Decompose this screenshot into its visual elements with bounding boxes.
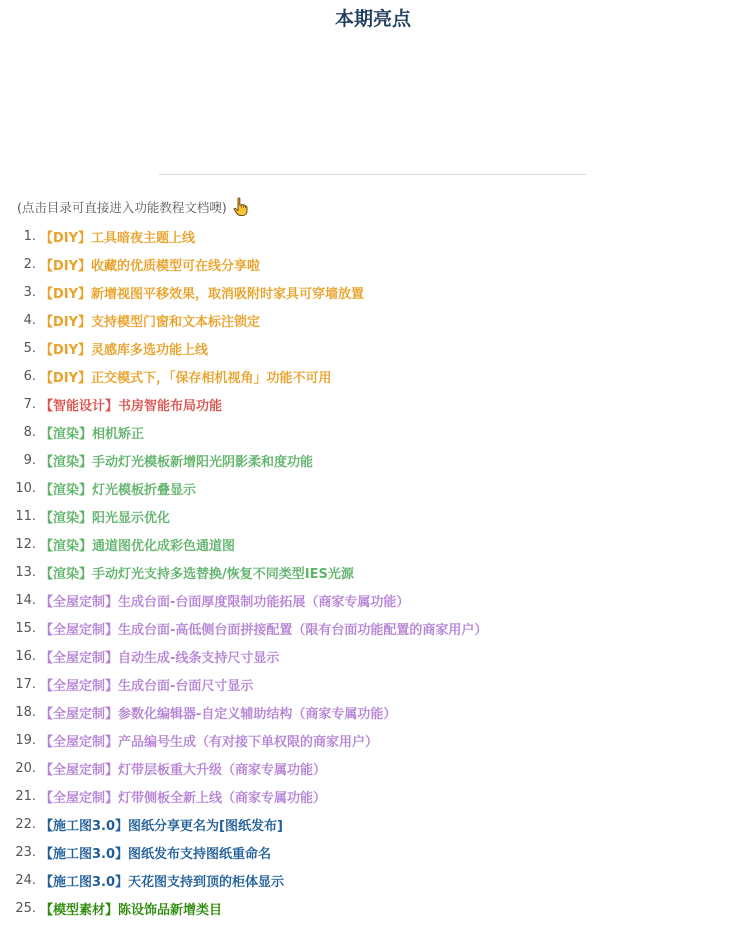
- toc-item-link[interactable]: 【DIY】支持模型门窗和文本标注锁定: [40, 314, 261, 330]
- toc-hint: [17, 196, 248, 218]
- toc-item-link[interactable]: 【全屋定制】生成台面-台面厚度限制功能拓展（商家专属功能）: [40, 594, 410, 610]
- toc-item-link[interactable]: 【渲染】手动灯光支持多选替换/恢复不同类型IES光源: [40, 566, 354, 582]
- toc-item: [0, 726, 487, 754]
- toc-item-link[interactable]: 【渲染】通道图优化成彩色通道图: [40, 538, 236, 554]
- toc-item-number: 14.: [15, 592, 36, 608]
- pointing-hand-icon: [233, 197, 248, 217]
- toc-item-number: 7.: [23, 396, 36, 412]
- toc-item-number: 5.: [23, 340, 36, 356]
- toc-item-link[interactable]: 【施工图3.0】天花图支持到顶的柜体显示: [40, 874, 285, 890]
- toc-item-link[interactable]: 【DIY】灵感库多选功能上线: [40, 342, 209, 358]
- toc-item-link[interactable]: 【全屋定制】生成台面-台面尺寸显示: [40, 678, 254, 694]
- toc-item-link[interactable]: 【全屋定制】灯带侧板全新上线（商家专属功能）: [40, 790, 327, 806]
- toc-item: [0, 306, 487, 334]
- toc-item-number: 11.: [15, 508, 36, 524]
- toc-item-number: 22.: [15, 816, 36, 832]
- toc-item-number: 20.: [15, 760, 36, 776]
- toc-hint-text: (点击目录可直接进入功能教程文档噢): [17, 200, 227, 215]
- toc-item-number: 19.: [15, 732, 36, 748]
- toc-item-number: 17.: [15, 676, 36, 692]
- toc-item-link[interactable]: 【DIY】工具暗夜主题上线: [40, 230, 196, 246]
- toc-item: [0, 502, 487, 530]
- toc-item: [0, 838, 487, 866]
- toc-item: [0, 390, 487, 418]
- toc-item-link[interactable]: 【全屋定制】生成台面-高低侧台面拼接配置（限有台面功能配置的商家用户）: [40, 622, 488, 638]
- toc-item-link[interactable]: 【DIY】正交模式下，「保存相机视角」功能不可用: [40, 370, 332, 386]
- toc-item: [0, 866, 487, 894]
- toc-item: [0, 474, 487, 502]
- toc-item: [0, 446, 487, 474]
- toc-item-number: 24.: [15, 872, 36, 888]
- toc-item: [0, 894, 487, 922]
- toc-item-link[interactable]: 【渲染】手动灯光模板新增阳光阴影柔和度功能: [40, 454, 314, 470]
- toc-item: [0, 642, 487, 670]
- toc-item-link[interactable]: 【DIY】新增视图平移效果，取消吸附时家具可穿墙放置: [40, 286, 365, 302]
- toc-item: [0, 810, 487, 838]
- toc-item-number: 13.: [15, 564, 36, 580]
- toc-item-number: 21.: [15, 788, 36, 804]
- toc-item-link[interactable]: 【全屋定制】参数化编辑器-自定义辅助结构（商家专属功能）: [40, 706, 397, 722]
- toc-item-link[interactable]: 【DIY】收藏的优质模型可在线分享啦: [40, 258, 261, 274]
- toc-item-number: 6.: [23, 368, 36, 384]
- toc-item-link[interactable]: 【渲染】灯光模板折叠显示: [40, 482, 197, 498]
- toc-item: [0, 670, 487, 698]
- toc-item-number: 4.: [23, 312, 36, 328]
- toc-item-link[interactable]: 【渲染】相机矫正: [40, 426, 145, 442]
- toc-item-number: 23.: [15, 844, 36, 860]
- toc-item-number: 15.: [15, 620, 36, 636]
- toc-item-link[interactable]: 【渲染】阳光显示优化: [40, 510, 171, 526]
- toc-item-link[interactable]: 【全屋定制】产品编号生成（有对接下单权限的商家用户）: [40, 734, 379, 750]
- toc-item-number: 1.: [23, 228, 36, 244]
- toc-item: [0, 222, 487, 250]
- toc-item-link[interactable]: 【施工图3.0】图纸发布支持图纸重命名: [40, 846, 272, 862]
- toc-item-number: 25.: [15, 900, 36, 916]
- toc-item-link[interactable]: 【施工图3.0】图纸分享更名为[图纸发布]: [40, 818, 283, 834]
- toc-item-number: 10.: [15, 480, 36, 496]
- toc-item-link[interactable]: 【智能设计】书房智能布局功能: [40, 398, 223, 414]
- toc-item-number: 12.: [15, 536, 36, 552]
- toc-item-number: 9.: [23, 452, 36, 468]
- toc-item: [0, 362, 487, 390]
- toc-item: [0, 754, 487, 782]
- toc-item: [0, 558, 487, 586]
- toc-item: [0, 586, 487, 614]
- toc-item: [0, 334, 487, 362]
- toc-item-link[interactable]: 【全屋定制】灯带层板重大升级（商家专属功能）: [40, 762, 327, 778]
- toc-item-number: 8.: [23, 424, 36, 440]
- toc-item-link[interactable]: 【模型素材】陈设饰品新增类目: [40, 902, 223, 918]
- toc-item: [0, 418, 487, 446]
- toc-item: [0, 278, 487, 306]
- page-title: 本期亮点: [334, 8, 411, 30]
- toc-item: [0, 782, 487, 810]
- toc-item: [0, 250, 487, 278]
- toc-item-link[interactable]: 【全屋定制】自动生成-线条支持尺寸显示: [40, 650, 280, 666]
- toc-list: [0, 222, 487, 922]
- toc-item-number: 2.: [23, 256, 36, 272]
- toc-item-number: 18.: [15, 704, 36, 720]
- toc-item: [0, 530, 487, 558]
- toc-item: [0, 614, 487, 642]
- divider: [159, 174, 586, 175]
- toc-item-number: 3.: [23, 284, 36, 300]
- toc-item-number: 16.: [15, 648, 36, 664]
- toc-item: [0, 698, 487, 726]
